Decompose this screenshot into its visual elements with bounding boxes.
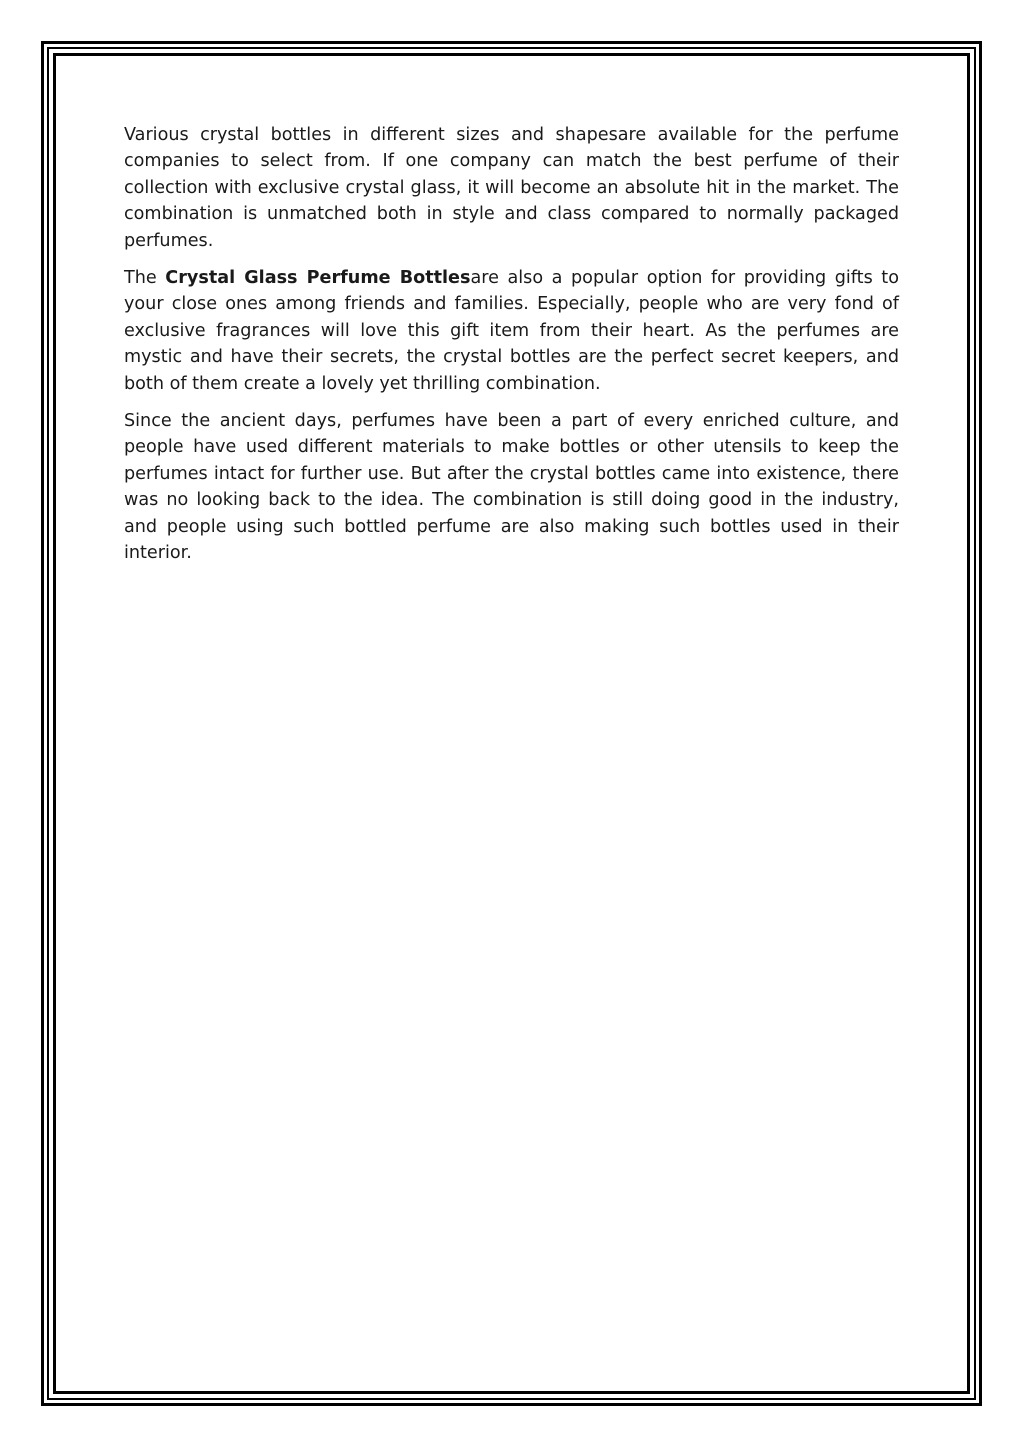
- bold-keyword: Crystal Glass Perfume Bottles: [165, 268, 471, 289]
- paragraph-1: Various crystal bottles in different sizes and shapesare available for the perfume companies to select from. If one company can match the best perfume of their collection with exclusive crystal glass, it will become an absolute hit in the market. The combination is unmatched both in style and class compared to normally packaged perfumes.: [124, 125, 899, 251]
- paragraph-2: [124, 265, 899, 397]
- document-body: [124, 122, 899, 578]
- paragraph-2-lead: The: [124, 268, 166, 289]
- paragraph-2-rest: are also a popular option for providing gifts to your close ones among friends and families. Especially, people who are very fond of exclusive fragrances will love this gift item from their heart. As the perfumes are mystic and have their secrets, the crystal bottles are the perfect secret keepers, and both of them create a lovely yet thrilling combination.: [124, 268, 899, 394]
- paragraph-3: Since the ancient days, perfumes have been a part of every enriched culture, and people have used different materials to make bottles or other utensils to keep the perfumes intact for further use. But after the crystal bottles came into existence, there was no looking back to the idea. The combination is still doing good in the industry, and people using such bottled perfume are also making such bottles used in their interior.: [124, 411, 899, 564]
